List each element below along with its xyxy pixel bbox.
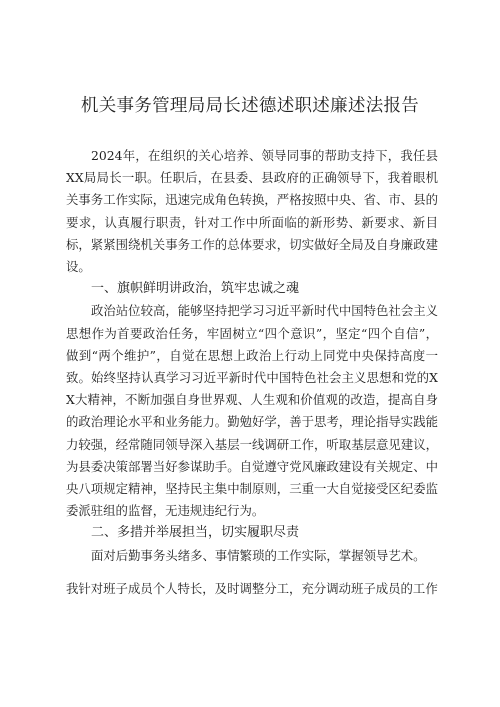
section-1-heading: 一、旗帜鲜明讲政治，筑牢忠诚之魂 <box>91 281 300 297</box>
section-2-heading: 二、多措并举展担当，切实履职尽责 <box>91 525 300 541</box>
intro-paragraph: 2024年，在组织的关心培养、领导同事的帮助支持下，我任县XX局局长一职。任职后，在县委、县政府的正确领导下，我着眼机关事务工作实际，迅速完成角色转换，严格按照中央、省、市、县的要求，认真履行职责，针对工作中所面临的新形势、新要求、新目标，紧紧围绕机关事务工作的总体要求，切实做好全局及自身廉政建设。 <box>66 148 438 275</box>
document-body <box>66 145 438 567</box>
document-title: 机关事务管理局局长述德述职述廉述法报告 <box>80 96 420 116</box>
section-2-continuation: 我针对班子成员个人特长，及时调整分工，充分调动班子成员的工作 <box>66 581 438 596</box>
section-2-paragraph: 面对后勤事务头绪多、事情繁琐的工作实际，掌握领导艺术。 <box>91 547 426 563</box>
section-1-paragraph: 政治站位较高，能够坚持把学习习近平新时代中国特色社会主义思想作为首要政治任务，牢固树立“四个意识”，坚定“四个自信”，做到“两个维护”，自觉在思想上政治上行动上同党中央保持高度一致。始终坚持认真学习习近平新时代中国特色社会主义思想和党的XX大精神，不断加强自身世界观、人生观和价值观的改造，提高自身的政治理论水平和业务能力。勤勉好学，善于思考，理论指导实践能力较强，经常随同领导深入基层一线调研工作，听取基层意见建议，为县委决策部署当好参谋助手。自觉遵守党风廉政建设有关规定、中央八项规定精神，坚持民主集中制原则，三重一大自觉接受区纪委监委派驻组的监督，无违规违纪行为。 <box>66 303 438 519</box>
